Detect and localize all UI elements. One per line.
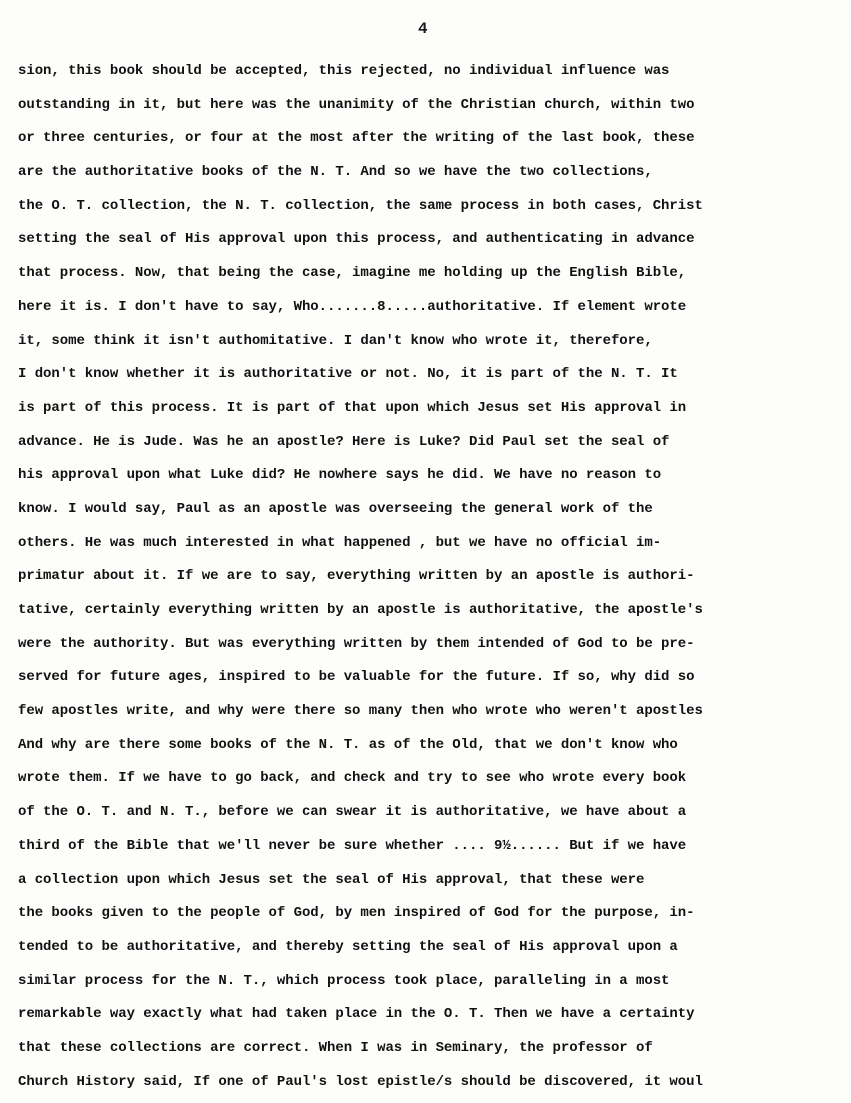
text-line: served for future ages, inspired to be valuable for the future. If so, why did so (18, 669, 695, 686)
text-line: here it is. I don't have to say, Who.......8.....authoritative. If element wrote (18, 298, 687, 315)
text-line: setting the seal of His approval upon this process, and authenticating in advance (18, 231, 695, 248)
text-line: few apostles write, and why were there so many then who wrote who weren't apostles (18, 703, 703, 720)
text-line: is part of this process. It is part of that upon which Jesus set His approval in (18, 399, 687, 416)
text-line: tative, certainly everything written by an apostle is authoritative, the apostle's (18, 602, 703, 618)
text-line: a collection upon which Jesus set the seal of His approval, that these were (18, 871, 645, 888)
text-line: of the O. T. and N. T., before we can swear it is authoritative, we have about a (18, 804, 687, 821)
text-line: wrote them. If we have to go back, and check and try to see who wrote every book (18, 770, 687, 787)
text-line: primatur about it. If we are to say, everything written by an apostle is authori- (18, 568, 695, 585)
body-text (18, 55, 848, 1099)
text-line: similar process for the N. T., which process took place, paralleling in a most (18, 972, 670, 989)
text-line: sion, this book should be accepted, this rejected, no individual influence was (18, 63, 670, 79)
text-line: Church History said, If one of Paul's lost epistle/s should be discovered, it woul (18, 1073, 703, 1090)
text-line: And why are there some books of the N. T. as of the Old, that we don't know who (18, 736, 678, 753)
text-line: were the authority. But was everything written by them intended of God to be pre- (18, 635, 695, 652)
text-line: that these collections are correct. When I was in Seminary, the professor of (18, 1039, 653, 1056)
text-line: are the authoritative books of the N. T. And so we have the two collections, (18, 164, 653, 181)
text-line: that process. Now, that being the case, imagine me holding up the English Bible, (18, 265, 687, 282)
text-line: or three centuries, or four at the most after the writing of the last book, these (18, 130, 695, 147)
text-line: it, some think it isn't authomitative. I dan't know who wrote it, therefore, (18, 332, 653, 349)
text-line: tended to be authoritative, and thereby setting the seal of His approval upon a (18, 938, 678, 955)
text-line: his approval upon what Luke did? He nowhere says he did. We have no reason to (18, 467, 662, 484)
text-line: know. I would say, Paul as an apostle was overseeing the general work of the (18, 500, 653, 517)
text-line: others. He was much interested in what happened , but we have no official im- (18, 534, 662, 551)
text-line: the O. T. collection, the N. T. collection, the same process in both cases, Christ (18, 197, 703, 214)
text-line: remarkable way exactly what had taken place in the O. T. Then we have a certainty (18, 1006, 695, 1023)
text-line: the books given to the people of God, by men inspired of God for the purpose, in- (18, 905, 695, 922)
text-line: advance. He is Jude. Was he an apostle? Here is Luke? Did Paul set the seal of (18, 433, 670, 450)
page-number: 4 (418, 20, 428, 38)
text-line: third of the Bible that we'll never be sure whether .... 9½...... But if we have (18, 837, 687, 854)
text-line: outstanding in it, but here was the unanimity of the Christian church, within two (18, 96, 695, 113)
text-line: I don't know whether it is authoritative or not. No, it is part of the N. T. It (18, 366, 678, 383)
